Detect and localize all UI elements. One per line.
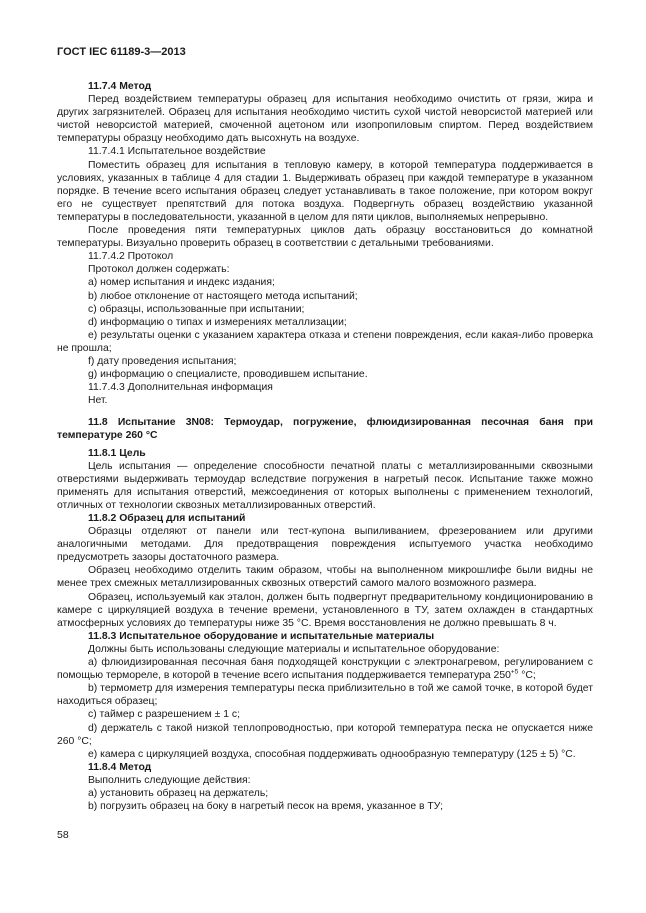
list-item: c) таймер с разрешением ± 1 с; bbox=[88, 709, 241, 721]
section-heading: 11.8.4 Метод bbox=[88, 761, 152, 773]
subsection-title: 11.7.4.3 Дополнительная информация bbox=[88, 382, 273, 394]
list-item: e) камера с циркуляцией воздуха, способная поддерживать однообразную температуру (125 ± 5) °C. bbox=[88, 748, 576, 760]
paragraph: Цель испытания — определение способности печатной платы с металлизированными сквозными отверстиями выдерживать термоудар вследствие погружения в нагретый песок. Испытание также можно применять для испытания отверстий, межсоединения от которых выполнены с применением технологий, отличных от технологии сквозных металлизированных отверстий. bbox=[57, 460, 593, 511]
list-item: b) термометр для измерения температуры песка приблизительно в той же самой точке, в которой будет находиться образец; bbox=[57, 683, 593, 708]
temperature-unit: °C; bbox=[518, 670, 536, 682]
list-item: b) погрузить образец на боку в нагретый песок на время, указанное в ТУ; bbox=[88, 801, 444, 813]
subsection-title: 11.7.4.1 Испытательное воздействие bbox=[88, 146, 266, 158]
section-heading: 11.8.2 Образец для испытаний bbox=[88, 513, 246, 524]
paragraph: Образцы отделяют от панели или тест-купона выпиливанием, фрезерованием или другими аналогичными методами. Для предотвращения повреждения испытуемого участка необходимо предусмотреть зазоры достаточного размера. bbox=[57, 526, 593, 564]
paragraph: Перед воздействием температуры образец для испытания необходимо очистить от грязи, жира и других загрязнителей. Образец для испытания необходимо чистить сухой чистой неворсистой материей или чистой неворсистой материей, смоченной ацетоном или изопропиловым спиртом. Перед воздействием температуры образцу необходимо дать высохнуть на воздухе. bbox=[57, 94, 593, 145]
section-heading: 11.8.3 Испытательное оборудование и испытательные материалы bbox=[88, 630, 435, 642]
section-heading: 11.8 Испытание 3N08: Термоудар, погружение, флюидизированная песочная баня при температуре 260 °C bbox=[57, 417, 593, 442]
section-heading: 11.7.4 Метод bbox=[88, 81, 152, 92]
paragraph: Образец необходимо отделить таким образом, чтобы на выполненном микрошлифе были видны не менее трех смежных металлизированных сквозных отверстий самого малого возможного размера. bbox=[57, 565, 593, 590]
list-item-text: а) флюидизированная песочная баня подходящей конструкции с электронагревом, регулированием с помощью терморелe, в которой в течение всего испытания поддерживается температура 250 bbox=[57, 657, 593, 682]
list-item: f) дату проведения испытания; bbox=[88, 355, 237, 367]
section-heading: 11.8.1 Цель bbox=[88, 447, 146, 459]
subsection-title: 11.7.4.2 Протокол bbox=[88, 251, 174, 263]
document-body bbox=[57, 80, 593, 813]
paragraph: Нет. bbox=[88, 395, 108, 407]
paragraph: После проведения пяти температурных циклов дать образцу восстановиться до комнатной температуры. Визуально проверить образец в соответствии с детальными требованиями. bbox=[57, 225, 593, 250]
paragraph: Образец, используемый как эталон, должен быть подвергнут предварительному кондиционированию в камере с циркуляцией воздуха в течение времени, установленного в ТУ, затем охлажден в стандартных атмосферных условиях до температуры ниже 35 °C. Время восстановления не должно превышать 8 ч. bbox=[57, 591, 593, 629]
document-header: ГОСТ IEC 61189-3—2013 bbox=[57, 46, 186, 58]
list-item: c) образцы, использованные при испытании; bbox=[88, 303, 305, 315]
paragraph: Выполнить следующие действия: bbox=[88, 774, 251, 786]
list-item: b) любое отклонение от настоящего метода испытаний; bbox=[88, 290, 358, 302]
list-item: d) держатель с такой низкой теплопроводностью, при которой температура песка не опускается ниже 260 °C; bbox=[57, 722, 593, 747]
list-item: g) информацию о специалисте, проводившем испытание. bbox=[88, 369, 368, 381]
paragraph: Должны быть использованы следующие материалы и испытательное оборудование: bbox=[88, 643, 500, 655]
list-item: d) информацию о типах и измерениях металлизации; bbox=[88, 316, 347, 328]
paragraph: Поместить образец для испытания в тепловую камеру, в которой температура поддерживается в условиях, указанных в таблице 4 для стадии 1. Выдерживать образец при каждой температуре в указанном порядке. В течение всего испытания образец следует устанавливать в такое положение, при котором вокруг его не существует препятствий для потока воздуха. Подвергнуть образец воздействию указанной температуры в последовательности, указанной в целом для пяти циклов, выполняемых непрерывно. bbox=[57, 159, 593, 223]
list-item: e) результаты оценки с указанием характера отказа и степени повреждения, если какая-либо проверка не прошла; bbox=[57, 329, 593, 354]
page-number: 58 bbox=[57, 829, 69, 841]
list-item bbox=[57, 656, 593, 682]
list-item: а) установить образец на держатель; bbox=[88, 787, 269, 799]
paragraph: Протокол должен содержать: bbox=[88, 264, 230, 276]
list-item: а) номер испытания и индекс издания; bbox=[88, 277, 275, 289]
temperature-tolerance: +5 bbox=[510, 668, 519, 676]
